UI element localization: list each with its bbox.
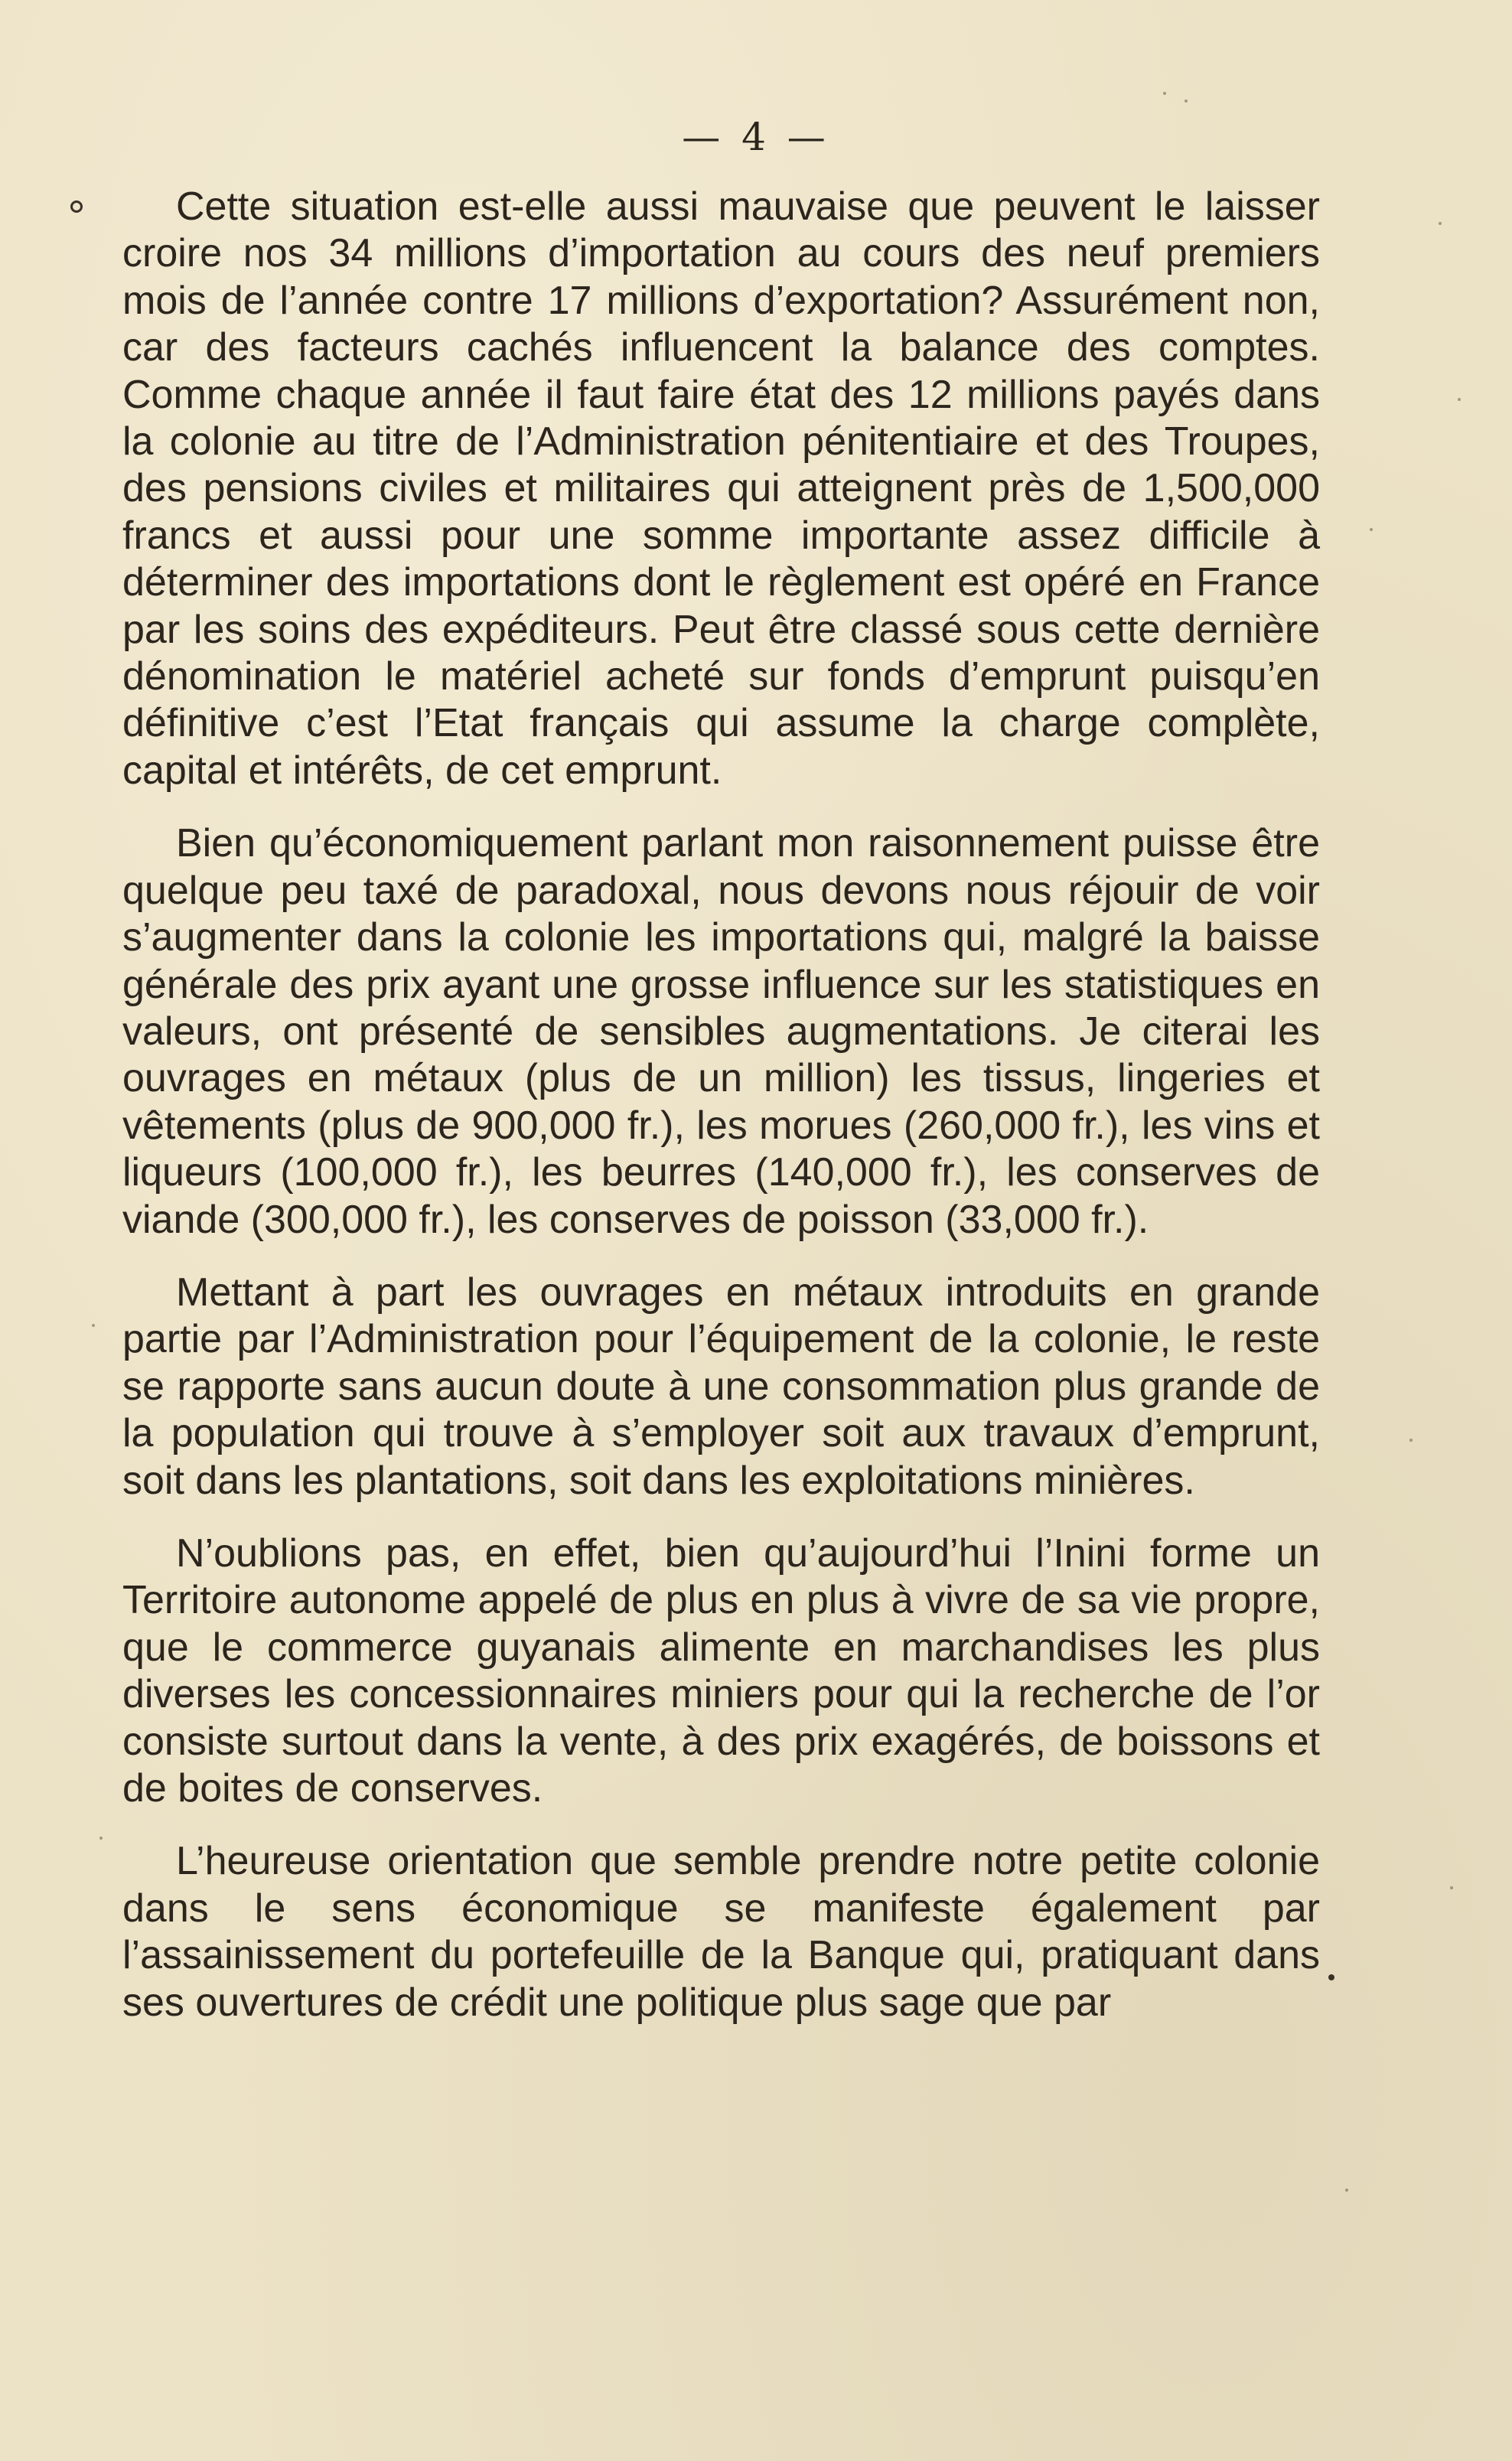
paragraph-1: Cette situation est-elle aussi mauvaise que peuvent le laisser croire nos 34 millions d’importation au cours des neuf premiers mois de l’année contre 17 millions d’exportation? Assurément non, car des facteurs cachés influencent la balance des comptes. Comme chaque année il faut faire état des 12 millions payés dans la colonie au titre de l’Administration pénitentiaire et des Troupes, des pensions civiles et militaires qui atteignent près de 1,500,000 francs et aussi pour une somme importante assez difficile à déterminer des importations dont le règlement est opéré en France par les soins des expéditeurs. Peut être classé sous cette dernière dénomination le matériel acheté sur fonds d’emprunt puisqu’en définitive c’est l’Etat français qui assume la charge complète, capital et intérêts, de cet emprunt. (122, 184, 1320, 793)
paragraph-3: Mettant à part les ouvrages en métaux introduits en grande partie par l’Administration pour l’équipement de la colonie, le reste se rapporte sans aucun doute à une consommation plus grande de la population qui trouve à s’employer soit aux travaux d’emprunt, soit dans les plantations, soit dans les exploitations minières. (122, 1270, 1320, 1503)
paragraph-5: L’heureuse orientation que semble prendre notre petite colonie dans le sens économique se manifeste également par l’assainissement du portefeuille de la Banque qui, pratiquant dans ses ouvertures de crédit une politique plus sage que par (122, 1839, 1320, 2025)
paper-speck (1345, 2189, 1348, 2192)
paper-speck (1409, 1439, 1413, 1442)
page-number: — 4 — (682, 115, 830, 159)
body-text (122, 184, 1320, 2026)
paper-speck (1185, 99, 1188, 103)
paper-speck (92, 1324, 95, 1327)
paper-speck (1450, 1886, 1453, 1889)
paragraph-4: N’oublions pas, en effet, bien qu’aujourd’hui l’Inini forme un Territoire autonome appelé de plus en plus à vivre de sa vie propre, que le commerce guyanais alimente en marchandises les plus diverses les concessionnaires miniers pour qui la recherche de l’or consiste surtout dans la vente, à des prix exagérés, de boissons et de boites de conserves. (122, 1530, 1320, 1811)
margin-dot-mark (1328, 1974, 1334, 1980)
margin-ring-mark (70, 200, 83, 213)
paper-speck (1439, 222, 1442, 225)
paper-speck (99, 1837, 103, 1840)
paragraph-2: Bien qu’économiquement parlant mon raisonnement puisse être quelque peu taxé de paradoxal, nous devons nous réjouir de voir s’augmenter dans la colonie les importations qui, malgré la baisse générale des prix ayant une grosse influence sur les statistiques en valeurs, ont présenté de sensibles augmentations. Je citerai les ouvrages en métaux (plus de un million) les tissus, lingeries et vêtements (plus de 900,000 fr.), les morues (260,000 fr.), les vins et liqueurs (100,000 fr.), les beurres (140,000 fr.), les conserves de viande (300,000 fr.), les conserves de poisson (33,000 fr.). (122, 821, 1320, 1242)
paper-speck (1458, 398, 1461, 401)
paper-speck (1163, 92, 1166, 95)
paper-speck (1370, 528, 1373, 531)
